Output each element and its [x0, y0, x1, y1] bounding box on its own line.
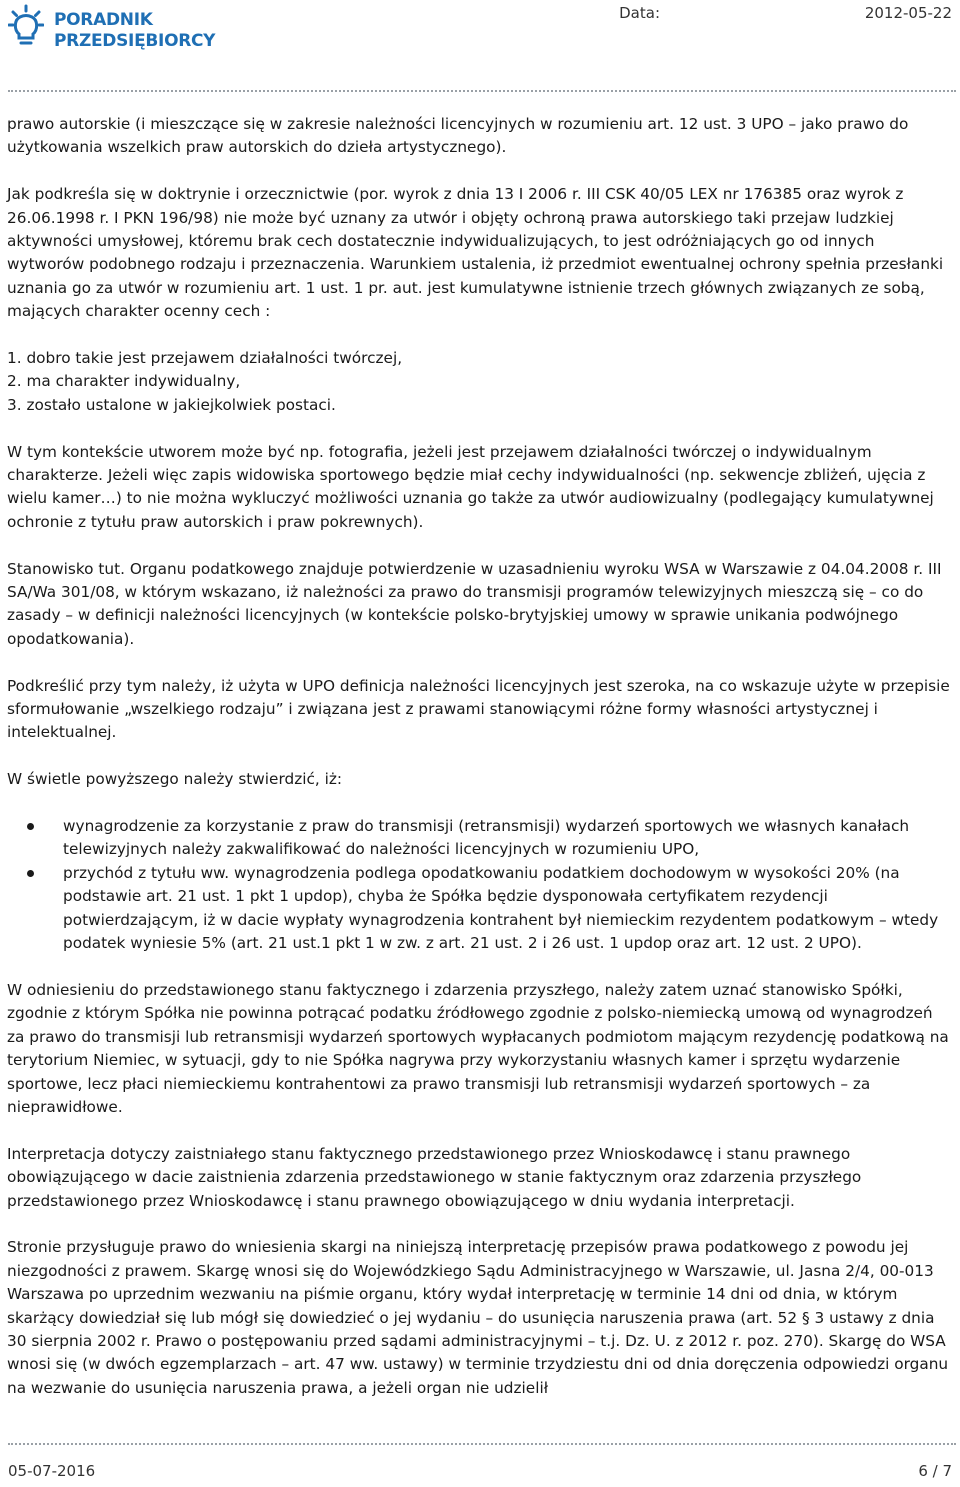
- numbered-list: [7, 347, 952, 417]
- footer-date: 05-07-2016: [8, 1462, 96, 1480]
- header-divider: [8, 90, 956, 92]
- document-body: [7, 113, 952, 1424]
- list-item: 3. zostało ustalone w jakiejkolwiek postaci.: [7, 395, 336, 414]
- paragraph-9: Stronie przysługuje prawo do wniesienia skargi na niniejszą interpretację przepisów prawa podatkowego z powodu jej niezgodności z prawem. Skargę wnosi się do Wojewódzkiego Sądu Administracyjnego w Warszawie, ul. Jasna 2/4, 00-013 Warszawa po uprzednim wezwaniu na piśmie organu, który wydał interpretację w terminie 14 dni od dnia, w którym skarżący dowiedział się lub mógł się dowiedzieć o jej wydaniu – do usunięcia naruszenia prawa (art. 52 § 3 ustawy z dnia 30 sierpnia 2002 r. Prawo o postępowaniu przed sądami administracyjnymi – t.j. Dz. U. z 2012 r. poz. 270). Skargę do WSA wnosi się (w dwóch egzemplarzach – art. 47 ww. ustawy) w terminie trzydziestu dni od dnia doręczenia odpowiedzi organu na wezwanie do usunięcia naruszenia prawa, a jeżeli organ nie udzielił: [7, 1238, 949, 1397]
- footer-divider: [8, 1443, 956, 1445]
- paragraph-3: W tym kontekście utworem może być np. fotografia, jeżeli jest przejawem działalności twórczej o indywidualnym charakterze. Jeżeli więc zapis widowiska sportowego będzie miał cechy indywidualności (np. sekwencje zbliżeń, ujęcia z wielu kamer…) to nie można wykluczyć możliwości uznania go także za utwór audiowizualny (podlegający kumulatywnej ochronie z tytułu praw autorskich i praw pokrewnych).: [7, 442, 934, 531]
- paragraph-7: W odniesieniu do przedstawionego stanu faktycznego i zdarzenia przyszłego, należy zatem uznać stanowisko Spółki, zgodnie z którym Spółka nie powinna potrącać podatku źródłowego zgodnie z polsko-niemiecką umową od wynagrodzeń za prawo do transmisji lub retransmisji wydarzeń sportowych wypłacanych podmiotom mającym rezydencję podatkową na terytorium Niemiec, w sytuacji, gdy to nie Spółka nagrywa przy wykorzystaniu własnych kamer i sprzętu wydarzenie sportowe, lecz płaci niemieckiemu kontrahentowi za prawo transmisji lub retransmisji wydarzeń sportowych – za nieprawidłowe.: [7, 980, 949, 1116]
- paragraph-6: W świetle powyższego należy stwierdzić, iż:: [7, 770, 343, 789]
- paragraph-1: prawo autorskie (i mieszczące się w zakresie należności licencyjnych w rozumieniu art. 12 ust. 3 UPO – jako prawo do użytkowania wszelkich praw autorskich do dzieła artystycznego).: [7, 115, 909, 157]
- bullet-item: wynagrodzenie za korzystanie z praw do transmisji (retransmisji) wydarzeń sportowych we własnych kanałach telewizyjnych należy zakwalifikować do należności licencyjnych w rozumieniu UPO,: [63, 815, 952, 862]
- date-value: 2012-05-22: [864, 4, 952, 22]
- paragraph-8: Interpretacja dotyczy zaistniałego stanu faktycznego przedstawionego przez Wnioskodawcę i stanu prawnego obowiązującego w dacie zaistnienia zdarzenia przedstawionego w stanie faktycznym oraz zdarzenia przyszłego przedstawionego przez Wnioskodawcę i stanu prawnego obowiązującego w dniu wydania interpretacji.: [7, 1144, 862, 1210]
- page-number: 6 / 7: [918, 1462, 952, 1480]
- logo-line-1: PORADNIK: [54, 10, 153, 30]
- paragraph-2: Jak podkreśla się w doktrynie i orzecznictwie (por. wyrok z dnia 13 I 2006 r. III CSK 40/05 LEX nr 176385 oraz wyrok z 26.06.1998 r. I PKN 196/98) nie może być uznany za utwór i objęty ochroną prawa autorskiego taki przejaw ludzkiej aktywności umysłowej, któremu brak cech dostatecznie indywidualizujących, to jest odróżniających go od innych wytworów podobnego rodzaju i przeznaczenia. Warunkiem ustalenia, iż przedmiot ewentualnej ochrony spełnia przesłanki uznania go za utwór w rozumieniu art. 1 ust. 1 pr. aut. jest kumulatywne istnienie trzech głównych związanych ze sobą, mających charakter ocenny cech :: [7, 185, 944, 321]
- paragraph-5: Podkreślić przy tym należy, iż użyta w UPO definicja należności licencyjnych jest szeroka, na co wskazuje użyte w przepisie sformułowanie „wszelkiego rodzaju” i związana jest z prawami stanowiącymi różne formy własności artystycznej i intelektualnej.: [7, 676, 950, 742]
- logo[interactable]: [8, 4, 248, 56]
- list-item: 2. ma charakter indywidualny,: [7, 372, 241, 391]
- date-label: Data:: [619, 4, 660, 22]
- list-item: 1. dobro takie jest przejawem działalności twórczej,: [7, 349, 403, 368]
- paragraph-4: Stanowisko tut. Organu podatkowego znajduje potwierdzenie w uzasadnieniu wyroku WSA w Warszawie z 04.04.2008 r. III SA/Wa 301/08, w którym wskazano, iż należności za prawo do transmisji programów telewizyjnych mieszczą się – co do zasady – w definicji należności licencyjnych (w kontekście polsko-brytyjskiej umowy w sprawie unikania podwójnego opodatkowania).: [7, 559, 942, 648]
- logo-line-2: PRZEDSIĘBIORCY: [54, 31, 216, 51]
- bullet-list: [7, 815, 952, 955]
- logo-wordmark: [54, 10, 215, 52]
- bullet-item: przychód z tytułu ww. wynagrodzenia podlega opodatkowaniu podatkiem dochodowym w wysokości 20% (na podstawie art. 21 ust. 1 pkt 1 updop), chyba że Spółka będzie dysponowała certyfikatem rezydencji potwierdzającym, iż w dacie wypłaty wynagrodzenia kontrahent był niemieckim rezydentem podatkowym – wtedy podatek wyniesie 5% (art. 21 ust.1 pkt 1 w zw. z art. 21 ust. 2 i 26 ust. 1 updop oraz art. 12 ust. 2 UPO).: [63, 862, 952, 956]
- page-header: [0, 0, 960, 90]
- lightbulb-icon: [8, 4, 44, 50]
